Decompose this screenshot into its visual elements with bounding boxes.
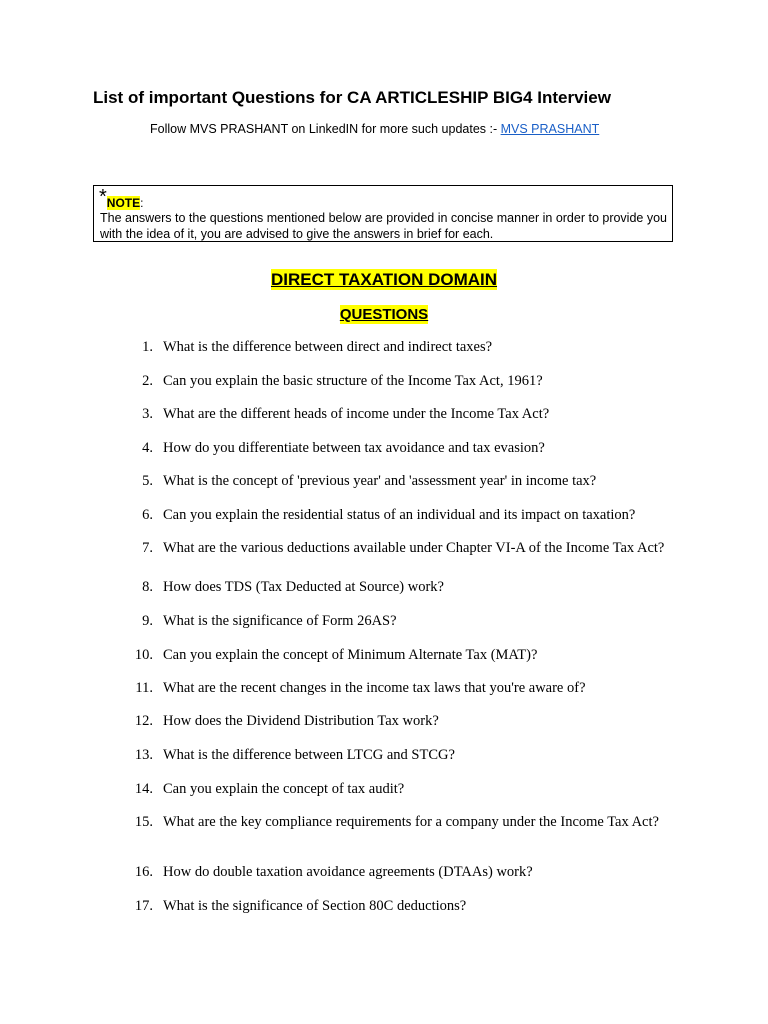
- question-item: [128, 505, 673, 525]
- question-text: What are the key compliance requirements for a company under the Income Tax Act?: [163, 814, 659, 830]
- question-item: [128, 337, 673, 357]
- note-asterisk: *: [99, 186, 107, 208]
- question-number: 5.: [142, 473, 153, 489]
- question-number: 11.: [135, 680, 153, 696]
- section-title: DIRECT TAXATION DOMAIN: [270, 270, 498, 289]
- follow-text: Follow MVS PRASHANT on LinkedIN for more such updates :-: [150, 122, 501, 136]
- question-number: 6.: [142, 507, 153, 523]
- question-text: What is the significance of Section 80C deductions?: [163, 898, 467, 914]
- question-number: 13.: [134, 747, 153, 763]
- question-number: 10.: [134, 647, 153, 663]
- question-item: [128, 645, 673, 665]
- question-text: What is the difference between LTCG and STCG?: [163, 747, 455, 763]
- question-text: How does TDS (Tax Deducted at Source) work?: [163, 579, 444, 595]
- question-item: [128, 371, 673, 391]
- note-label: NOTE: [106, 196, 141, 210]
- question-number: 17.: [134, 898, 153, 914]
- question-number: 4.: [142, 440, 153, 456]
- section-subtitle: QUESTIONS: [339, 306, 429, 323]
- question-item: [128, 779, 673, 799]
- question-number: 15.: [134, 814, 153, 830]
- question-number: 8.: [142, 579, 153, 595]
- question-text: How do you differentiate between tax avoidance and tax evasion?: [163, 440, 545, 456]
- question-item: [128, 896, 673, 916]
- note-colon: :: [140, 196, 144, 210]
- question-item: [128, 745, 673, 765]
- question-number: 12.: [134, 713, 153, 729]
- question-text: What are the different heads of income under the Income Tax Act?: [163, 406, 550, 422]
- question-text: Can you explain the residential status of an individual and its impact on taxation?: [163, 507, 636, 523]
- question-text: Can you explain the basic structure of the Income Tax Act, 1961?: [163, 373, 543, 389]
- linkedin-profile-link[interactable]: MVS PRASHANT: [500, 122, 600, 136]
- note-heading: [99, 186, 144, 210]
- question-item: [128, 611, 673, 631]
- question-item: [128, 862, 673, 882]
- question-number: 16.: [134, 864, 153, 880]
- question-text: What is the concept of 'previous year' and 'assessment year' in income tax?: [163, 473, 597, 489]
- question-text: What are the various deductions available under Chapter VI-A of the Income Tax Act?: [163, 540, 665, 556]
- section-heading: [0, 270, 768, 290]
- question-number: 1.: [142, 339, 153, 355]
- question-text: How does the Dividend Distribution Tax work?: [163, 713, 439, 729]
- question-text: What is the difference between direct and indirect taxes?: [163, 339, 493, 355]
- question-item: [128, 471, 673, 491]
- question-text: What are the recent changes in the income tax laws that you're aware of?: [163, 680, 586, 696]
- question-text: Can you explain the concept of tax audit?: [163, 781, 405, 797]
- question-number: 2.: [142, 373, 153, 389]
- question-item: [128, 404, 673, 424]
- question-item: [128, 711, 673, 731]
- note-text: The answers to the questions mentioned below are provided in concise manner in order to provide you with the idea of it, you are advised to give the answers in brief for each.: [100, 211, 667, 241]
- question-text: What is the significance of Form 26AS?: [163, 613, 397, 629]
- question-item: [128, 438, 673, 458]
- question-item: [128, 538, 673, 558]
- question-number: 9.: [142, 613, 153, 629]
- question-item: [128, 678, 673, 698]
- follow-line: [150, 122, 599, 136]
- question-text: Can you explain the concept of Minimum Alternate Tax (MAT)?: [163, 647, 538, 663]
- question-item: [128, 577, 673, 597]
- page-title: List of important Questions for CA ARTICLESHIP BIG4 Interview: [93, 88, 611, 107]
- question-number: 14.: [134, 781, 153, 797]
- note-box: [93, 185, 673, 242]
- question-text: How do double taxation avoidance agreements (DTAAs) work?: [163, 864, 533, 880]
- question-number: 3.: [142, 406, 153, 422]
- question-item: [128, 812, 673, 832]
- questions-heading: [0, 306, 768, 324]
- question-number: 7.: [142, 540, 153, 556]
